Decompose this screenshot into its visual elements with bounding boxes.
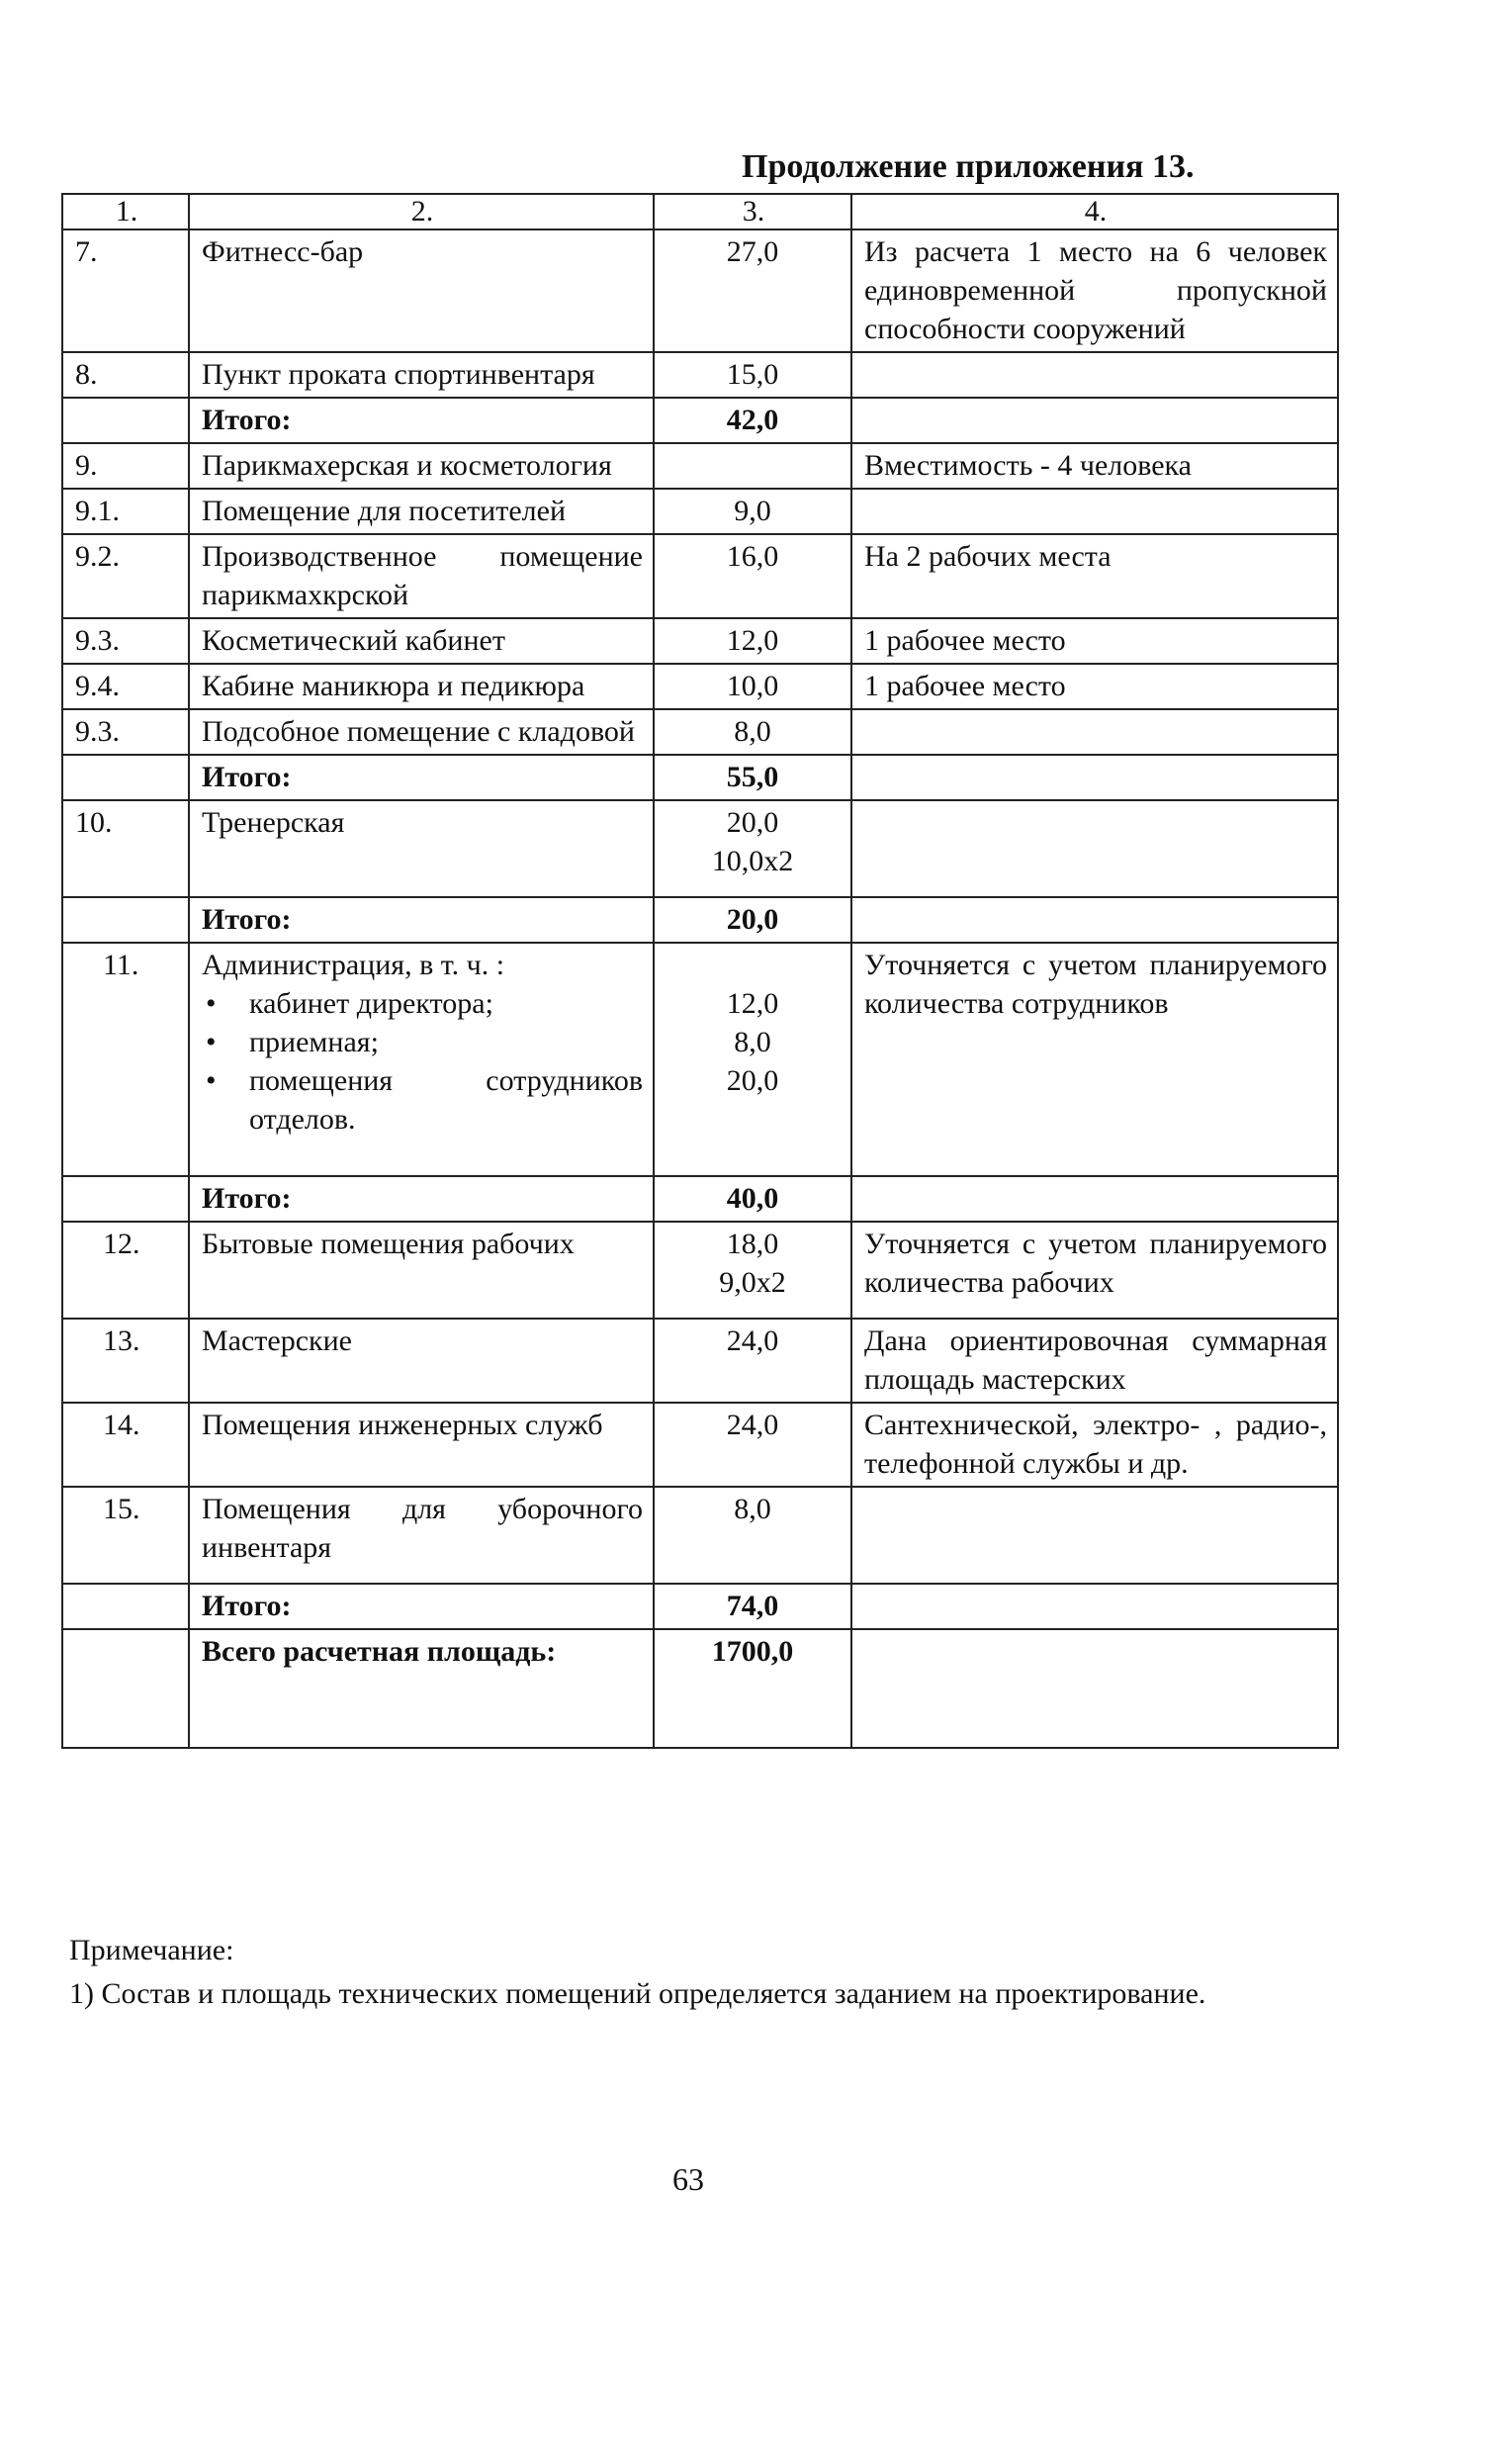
room-name-text: Тренерская xyxy=(202,806,345,839)
table-row xyxy=(62,534,1338,618)
room-area xyxy=(654,618,851,664)
room-note-text: Дана ориентировочная суммарная площадь мастерских xyxy=(864,1324,1327,1396)
room-area xyxy=(654,664,851,709)
room-area xyxy=(654,709,851,755)
room-name-text: Итого: xyxy=(202,761,292,793)
row-number: 9.2. xyxy=(62,534,189,618)
room-note-text: 1 рабочее место xyxy=(864,670,1066,702)
room-name-text: Итого: xyxy=(202,404,292,436)
row-number xyxy=(62,398,189,443)
sub-item-area: 8,0 xyxy=(734,1026,771,1058)
room-note xyxy=(851,1403,1338,1487)
bullet-icon: • xyxy=(206,987,217,1020)
area-value: 10,0 xyxy=(726,670,779,702)
continuation-title: Продолжение приложения 13. xyxy=(742,148,1195,185)
room-area xyxy=(654,1176,851,1222)
room-name xyxy=(189,943,654,1176)
row-number: 9. xyxy=(62,443,189,489)
room-note xyxy=(851,1222,1338,1319)
area-value: 20,0 xyxy=(726,903,779,936)
room-name xyxy=(189,229,654,352)
room-note-text: Вместимость - 4 человека xyxy=(864,449,1192,482)
area-value-secondary: 9,0x2 xyxy=(719,1266,786,1299)
sub-item-label: кабинет директора; xyxy=(249,987,493,1020)
sub-item-list xyxy=(202,984,643,1139)
room-note xyxy=(851,800,1338,897)
header-col-3: 3. xyxy=(654,194,851,229)
room-name-text: Кабине маникюра и педикюра xyxy=(202,670,585,702)
row-number xyxy=(62,755,189,800)
row-number: 13. xyxy=(62,1319,189,1403)
room-name-text: Всего расчетная площадь: xyxy=(202,1635,557,1668)
room-area xyxy=(654,229,851,352)
header-col-4: 4. xyxy=(851,194,1338,229)
area-value: 16,0 xyxy=(726,540,779,573)
table-row xyxy=(62,1319,1338,1403)
room-name-text: Итого: xyxy=(202,1590,292,1622)
room-name xyxy=(189,534,654,618)
room-note xyxy=(851,755,1338,800)
area-value: 8,0 xyxy=(734,1493,771,1525)
area-value: 74,0 xyxy=(726,1590,779,1622)
area-value: 12,0 xyxy=(726,624,779,657)
room-area xyxy=(654,755,851,800)
room-area xyxy=(654,1629,851,1748)
total-row xyxy=(62,1176,1338,1222)
sub-item xyxy=(202,984,643,1023)
room-name xyxy=(189,709,654,755)
room-name xyxy=(189,1319,654,1403)
room-name-text: Итого: xyxy=(202,903,292,936)
sub-item-area: 20,0 xyxy=(726,1064,779,1097)
room-area xyxy=(654,800,851,897)
bullet-icon: • xyxy=(206,1064,217,1097)
room-name xyxy=(189,443,654,489)
total-row xyxy=(62,1584,1338,1629)
row-number: 7. xyxy=(62,229,189,352)
room-name-text: Мастерские xyxy=(202,1324,352,1357)
room-area xyxy=(654,1319,851,1403)
room-area xyxy=(654,443,851,489)
room-name xyxy=(189,800,654,897)
sub-item-label: приемная; xyxy=(249,1026,379,1058)
room-name-text: Помещение для посетителей xyxy=(202,495,566,527)
area-value: 27,0 xyxy=(726,235,779,268)
area-value: 1700,0 xyxy=(711,1635,794,1668)
total-row xyxy=(62,897,1338,943)
sub-item xyxy=(202,1023,643,1061)
room-note xyxy=(851,443,1338,489)
row-number: 9.4. xyxy=(62,664,189,709)
rooms-table xyxy=(61,193,1339,1749)
note-label: Примечание: xyxy=(69,1934,234,1966)
table-row xyxy=(62,664,1338,709)
table-header-row xyxy=(62,194,1338,229)
room-name-text: Производственное помещение парикмахкрской xyxy=(202,540,643,611)
room-name xyxy=(189,1629,654,1748)
area-value: 55,0 xyxy=(726,761,779,793)
row-number: 15. xyxy=(62,1487,189,1584)
room-name-text: Пункт проката спортинвентаря xyxy=(202,358,595,391)
sub-item-area: 12,0 xyxy=(726,987,779,1020)
total-row xyxy=(62,398,1338,443)
room-name xyxy=(189,398,654,443)
room-name xyxy=(189,1176,654,1222)
header-col-2: 2. xyxy=(189,194,654,229)
room-note xyxy=(851,897,1338,943)
room-area xyxy=(654,534,851,618)
page-number: 63 xyxy=(672,2161,704,2197)
room-name xyxy=(189,755,654,800)
table-row xyxy=(62,352,1338,398)
room-note-text: Уточняется с учетом планируемого количества рабочих xyxy=(864,1228,1327,1299)
area-value: 18,0 xyxy=(726,1228,779,1260)
room-note xyxy=(851,709,1338,755)
room-name xyxy=(189,1584,654,1629)
room-name xyxy=(189,1487,654,1584)
room-note xyxy=(851,534,1338,618)
area-value: 9,0 xyxy=(734,495,771,527)
area-value: 24,0 xyxy=(726,1324,779,1357)
row-number: 10. xyxy=(62,800,189,897)
room-name xyxy=(189,489,654,534)
row-number: 9.1. xyxy=(62,489,189,534)
row-number xyxy=(62,1176,189,1222)
room-area xyxy=(654,352,851,398)
header-col-1: 1. xyxy=(62,194,189,229)
room-note xyxy=(851,1176,1338,1222)
room-note xyxy=(851,1487,1338,1584)
table-row xyxy=(62,229,1338,352)
total-row xyxy=(62,755,1338,800)
sub-item xyxy=(202,1061,643,1139)
room-name-text: Парикмахерская и косметология xyxy=(202,449,612,482)
room-name-text: Косметический кабинет xyxy=(202,624,505,657)
area-value-secondary: 10,0x2 xyxy=(711,845,794,877)
room-area xyxy=(654,897,851,943)
row-number xyxy=(62,1584,189,1629)
room-name xyxy=(189,1403,654,1487)
row-number xyxy=(62,897,189,943)
area-value: 24,0 xyxy=(726,1409,779,1441)
room-name-text: Подсобное помещение с кладовой xyxy=(202,715,635,748)
total-row xyxy=(62,1629,1338,1748)
room-name xyxy=(189,1222,654,1319)
bullet-icon: • xyxy=(206,1026,217,1058)
room-note xyxy=(851,1319,1338,1403)
area-value: 42,0 xyxy=(726,404,779,436)
room-note xyxy=(851,229,1338,352)
table-row xyxy=(62,800,1338,897)
room-note xyxy=(851,618,1338,664)
area-value: 40,0 xyxy=(726,1182,779,1215)
room-name-text: Помещения инженерных служб xyxy=(202,1409,603,1441)
room-area xyxy=(654,943,851,1176)
table-row xyxy=(62,618,1338,664)
room-name xyxy=(189,897,654,943)
table-row xyxy=(62,943,1338,1176)
row-number: 8. xyxy=(62,352,189,398)
room-note xyxy=(851,398,1338,443)
room-name-text: Фитнесс-бар xyxy=(202,235,364,268)
room-note-text: 1 рабочее место xyxy=(864,624,1066,657)
room-note-text: Уточняется с учетом планируемого количества сотрудников xyxy=(864,949,1327,1020)
table-row xyxy=(62,489,1338,534)
row-number: 9.3. xyxy=(62,709,189,755)
area-value: 8,0 xyxy=(734,715,771,748)
room-note-text: Сантехнической, электро- , радио-, телефонной службы и др. xyxy=(864,1409,1327,1480)
room-note xyxy=(851,489,1338,534)
sub-item-label: помещения сотрудников отделов. xyxy=(249,1064,643,1136)
room-name-text: Бытовые помещения рабочих xyxy=(202,1228,575,1260)
row-number: 12. xyxy=(62,1222,189,1319)
room-area xyxy=(654,1403,851,1487)
room-name xyxy=(189,352,654,398)
table-row xyxy=(62,709,1338,755)
table-row xyxy=(62,1403,1338,1487)
row-number: 14. xyxy=(62,1403,189,1487)
room-note xyxy=(851,352,1338,398)
room-note xyxy=(851,1629,1338,1748)
table-row xyxy=(62,1487,1338,1584)
room-area xyxy=(654,489,851,534)
area-value: 15,0 xyxy=(726,358,779,391)
table-row xyxy=(62,1222,1338,1319)
room-name-text: Помещения для уборочного инвентаря xyxy=(202,1493,643,1564)
room-note xyxy=(851,664,1338,709)
row-number: 9.3. xyxy=(62,618,189,664)
room-note xyxy=(851,1584,1338,1629)
room-note xyxy=(851,943,1338,1176)
table-row xyxy=(62,443,1338,489)
room-name xyxy=(189,664,654,709)
room-area xyxy=(654,398,851,443)
note-text: 1) Состав и площадь технических помещений определяется заданием на проектирование. xyxy=(69,1977,1206,2010)
row-number xyxy=(62,1629,189,1748)
area-value: 20,0 xyxy=(726,806,779,839)
room-area xyxy=(654,1487,851,1584)
row-number: 11. xyxy=(62,943,189,1176)
room-name xyxy=(189,618,654,664)
room-area xyxy=(654,1584,851,1629)
room-name-text: Администрация, в т. ч. : xyxy=(202,949,505,981)
room-name-text: Итого: xyxy=(202,1182,292,1215)
room-area xyxy=(654,1222,851,1319)
room-note-text: Из расчета 1 место на 6 человек единовременной пропускной способности сооружений xyxy=(864,235,1327,345)
room-note-text: На 2 рабочих места xyxy=(864,540,1112,573)
